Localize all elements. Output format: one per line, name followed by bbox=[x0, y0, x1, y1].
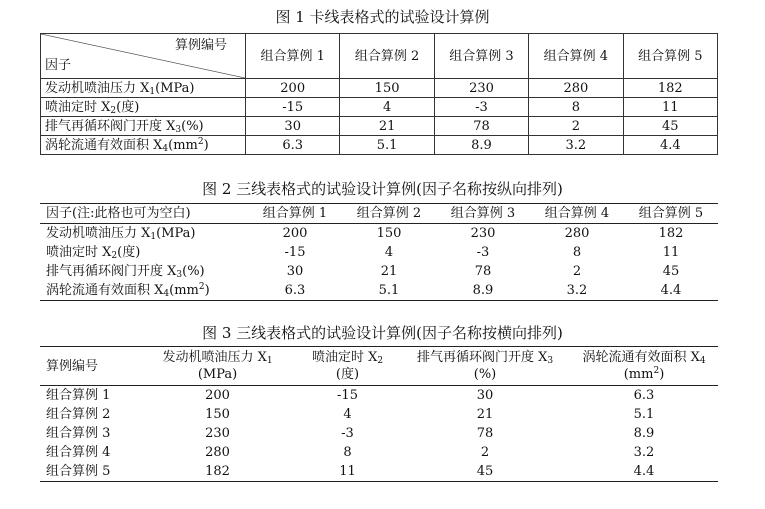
table1-column-header: 组合算例 1 bbox=[246, 34, 340, 79]
table-cell: -3 bbox=[341, 426, 354, 441]
table1-column-header: 组合算例 5 bbox=[623, 34, 717, 79]
factor-label: 排气再循环阀门开度 $X_3(\%)$ bbox=[46, 264, 205, 280]
table-cell: 150 bbox=[340, 79, 434, 98]
table1-corner-cell bbox=[41, 34, 246, 79]
table-cell: 200 bbox=[282, 226, 308, 241]
table-cell: 5.1 bbox=[378, 283, 400, 298]
table-cell: 21 bbox=[380, 264, 398, 279]
table-cell: 2 bbox=[572, 264, 582, 279]
table-cell: 182 bbox=[623, 79, 717, 98]
table-cell: -3 bbox=[476, 245, 490, 260]
table1-diagonal-split bbox=[41, 34, 245, 78]
table-cell: 4.4 bbox=[660, 283, 682, 298]
factor-label: 涡轮流通有效面积 $X_4(mm^2)$ bbox=[41, 136, 246, 155]
table-cell: 6.3 bbox=[284, 283, 306, 298]
table-cell: 8.9 bbox=[633, 426, 655, 441]
table-cell: 30 bbox=[286, 264, 304, 279]
table-row bbox=[40, 443, 718, 462]
table2-column-header: 组合算例 3 bbox=[436, 204, 530, 224]
table-cell: 2 bbox=[480, 445, 490, 460]
table-cell: 280 bbox=[205, 445, 230, 460]
table-cell: -3 bbox=[434, 98, 528, 117]
table-cell: 3.2 bbox=[633, 445, 655, 460]
table-cell: 6.3 bbox=[246, 136, 340, 155]
table1-corner-top-label: 算例编号 bbox=[174, 38, 227, 53]
table1-card-style bbox=[40, 33, 718, 155]
table3-column-header: 喷油定时 $X_2$ (度) bbox=[295, 347, 400, 386]
table-cell: -15 bbox=[284, 245, 306, 260]
case-label: 组合算例 1 bbox=[46, 388, 111, 403]
table3-column-header: 发动机喷油压力 $X_1$ (MPa) bbox=[140, 347, 295, 386]
table1-header-row bbox=[41, 34, 718, 79]
table-row bbox=[40, 243, 718, 262]
table1-column-header: 组合算例 3 bbox=[434, 34, 528, 79]
factor-label: 涡轮流通有效面积 $X_4(mm^2)$ bbox=[46, 282, 210, 299]
factor-label: 排气再循环阀门开度 $X_3(\%)$ bbox=[41, 117, 246, 136]
table-row bbox=[40, 386, 718, 406]
table-cell: 4.4 bbox=[633, 464, 655, 479]
table1-caption: 图 1 卡线表格式的试验设计算例 bbox=[275, 8, 490, 26]
table2-column-header: 组合算例 4 bbox=[530, 204, 624, 224]
table-cell: 30 bbox=[246, 117, 340, 136]
table-row bbox=[40, 462, 718, 482]
table3-corner-label: 算例编号 bbox=[40, 347, 140, 386]
table1-column-header: 组合算例 2 bbox=[340, 34, 434, 79]
factor-label: 发动机喷油压力 $X_1(MPa)$ bbox=[41, 79, 246, 98]
table-cell: 280 bbox=[564, 226, 590, 241]
table-cell: 11 bbox=[339, 464, 356, 479]
table-cell: 78 bbox=[474, 264, 492, 279]
table-cell: 230 bbox=[434, 79, 528, 98]
table-cell: -15 bbox=[246, 98, 340, 117]
table2-three-line-vertical bbox=[40, 203, 718, 301]
table-cell: 280 bbox=[529, 79, 623, 98]
table2-column-header: 组合算例 2 bbox=[342, 204, 436, 224]
table-cell: 230 bbox=[205, 426, 230, 441]
table-row bbox=[40, 405, 718, 424]
table-cell: 4 bbox=[340, 98, 434, 117]
table2-caption: 图 2 三线表格式的试验设计算例(因子名称按纵向排列) bbox=[202, 180, 563, 198]
table-cell: 45 bbox=[623, 117, 717, 136]
table2-header-row bbox=[40, 204, 718, 224]
case-label: 组合算例 3 bbox=[46, 426, 111, 441]
table3-caption: 图 3 三线表格式的试验设计算例(因子名称按横向排列) bbox=[202, 324, 563, 342]
table-row bbox=[40, 262, 718, 281]
case-label: 组合算例 4 bbox=[46, 445, 111, 460]
table-cell: 230 bbox=[470, 226, 496, 241]
table-cell: 6.3 bbox=[633, 388, 655, 403]
table-cell: 5.1 bbox=[633, 407, 655, 422]
table-cell: 45 bbox=[476, 464, 494, 479]
table-cell: 3.2 bbox=[529, 136, 623, 155]
table-cell: 11 bbox=[662, 245, 680, 260]
table-cell: 30 bbox=[476, 388, 494, 403]
table-cell: 11 bbox=[623, 98, 717, 117]
table3-column-header: 涡轮流通有效面积 $X_4$ $(mm^2)$ bbox=[570, 347, 718, 386]
table-cell: 21 bbox=[476, 407, 494, 422]
table-cell: 8 bbox=[529, 98, 623, 117]
table2-corner-label: 因子(注:此格也可为空白) bbox=[40, 204, 248, 224]
table-row bbox=[41, 117, 718, 136]
table-row bbox=[40, 281, 718, 301]
table-cell: 78 bbox=[434, 117, 528, 136]
table2-column-header: 组合算例 5 bbox=[624, 204, 718, 224]
table-row bbox=[40, 424, 718, 443]
table-cell: 4 bbox=[384, 245, 394, 260]
table-row bbox=[41, 79, 718, 98]
table3-header-row bbox=[40, 347, 718, 386]
table-cell: 182 bbox=[658, 226, 684, 241]
case-label: 组合算例 5 bbox=[46, 464, 111, 479]
case-label: 组合算例 2 bbox=[46, 407, 111, 422]
table-cell: 78 bbox=[476, 426, 494, 441]
table-cell: 5.1 bbox=[340, 136, 434, 155]
factor-label: 喷油定时 $X_2$(度) bbox=[46, 245, 141, 261]
table1-corner-bottom-label: 因子 bbox=[45, 58, 72, 73]
table3-three-line-horizontal bbox=[40, 346, 718, 482]
table-cell: 150 bbox=[376, 226, 402, 241]
table-cell: 4 bbox=[343, 407, 352, 422]
table-cell: 150 bbox=[205, 407, 230, 422]
table-cell: 182 bbox=[205, 464, 230, 479]
table-row bbox=[41, 136, 718, 155]
table1-column-header: 组合算例 4 bbox=[529, 34, 623, 79]
table-row bbox=[41, 98, 718, 117]
table-cell: 21 bbox=[340, 117, 434, 136]
factor-label: 喷油定时 $X_2$(度) bbox=[41, 98, 246, 117]
table3-column-header: 排气再循环阀门开度 $X_3$ (%) bbox=[400, 347, 570, 386]
table-cell: 2 bbox=[529, 117, 623, 136]
table-cell: 200 bbox=[205, 388, 230, 403]
table-cell: 8.9 bbox=[472, 283, 494, 298]
table2-column-header: 组合算例 1 bbox=[248, 204, 342, 224]
table-cell: 3.2 bbox=[566, 283, 588, 298]
table-cell: 4.4 bbox=[623, 136, 717, 155]
table-cell: 45 bbox=[662, 264, 680, 279]
table-cell: 8 bbox=[572, 245, 582, 260]
table-cell: 8 bbox=[343, 445, 352, 460]
table-row bbox=[40, 224, 718, 244]
factor-label: 发动机喷油压力 $X_1(MPa)$ bbox=[46, 226, 196, 242]
table-cell: 200 bbox=[246, 79, 340, 98]
table-cell: 8.9 bbox=[434, 136, 528, 155]
table-cell: -15 bbox=[337, 388, 358, 403]
